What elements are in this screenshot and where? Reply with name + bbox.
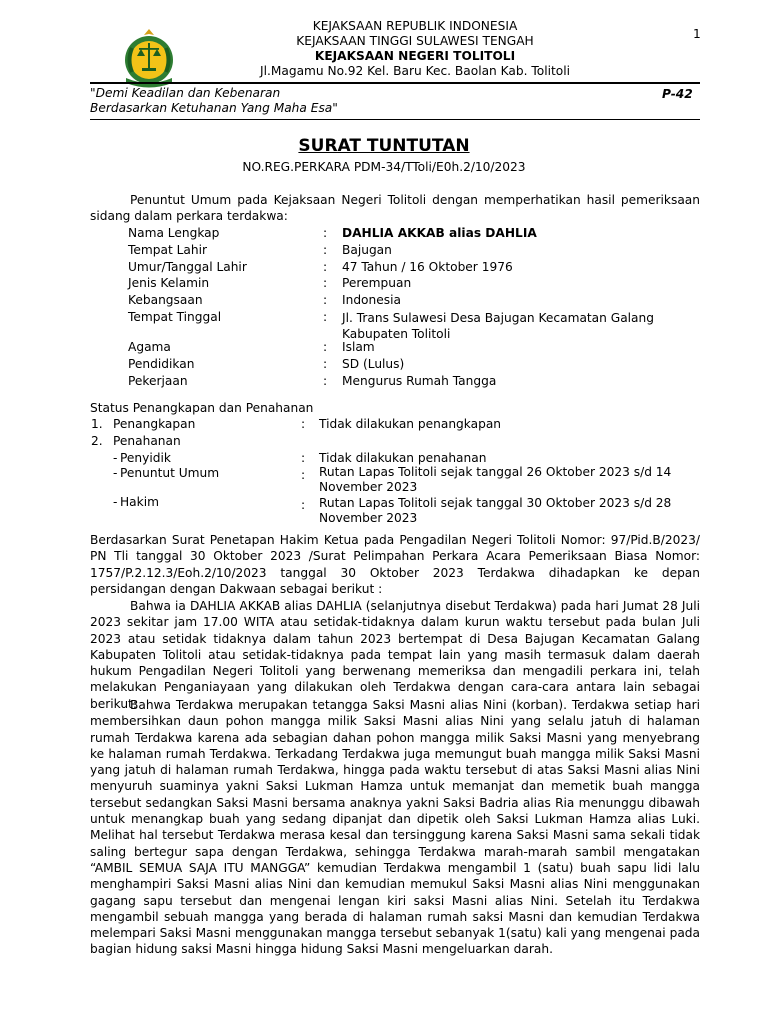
header-line-3: KEJAKSAAN NEGERI TOLITOLI xyxy=(314,49,516,63)
identity-row: Pekerjaan : Mengurus Rumah Tangga xyxy=(0,373,768,390)
charge-text: Bahwa ia DAHLIA AKKAB alias DAHLIA (selanjutnya disebut Terdakwa) pada hari Jumat 28 Juli 2023 sekitar jam 17.00 WITA atau setidak-tidaknya dalam kurun waktu tersebut pada bulan Juli 2023 atau setidak tidaknya dalam tahun 2023 bertempat di Desa Bajugan Kecamatan Galang Kabupaten Tolitoli atau setidak-tidaknya pada tempat lain yang masih termasuk dalam daerah hukum Pengadilan Negeri Tolitoli yang berwenang memeriksa dan mengadili perkara ini, telah melakukan Penganiayaan yang dilakukan oleh Terdakwa dengan cara-cara antara lain sebagai berikut: xyxy=(90,599,700,711)
identity-value: Indonesia xyxy=(342,293,401,307)
identity-row: Agama : Islam xyxy=(0,339,768,356)
status-sub-value: Tidak dilakukan penahanan xyxy=(319,451,487,465)
identity-row: Jenis Kelamin : Perempuan xyxy=(0,275,768,292)
form-code: P-42 xyxy=(662,87,693,101)
page-number: 1 xyxy=(693,27,701,41)
chronology-paragraph xyxy=(90,697,700,958)
identity-label: Nama Lengkap xyxy=(128,226,220,240)
identity-label: Jenis Kelamin xyxy=(128,276,210,290)
status-sub-label: Hakim xyxy=(120,495,159,509)
status-item: 1. Penangkapan : Tidak dilakukan penangkapan xyxy=(91,417,502,431)
header-rule xyxy=(90,82,700,84)
identity-row: Tempat Tinggal : Jl. Trans Sulawesi Desa Bajugan Kecamatan Galang Kabupaten Tolitoli xyxy=(0,309,768,326)
status-sub-label: Penuntut Umum xyxy=(120,466,220,480)
status-item-label: Penangkapan xyxy=(113,417,196,431)
identity-value: 47 Tahun / 16 Oktober 1976 xyxy=(342,260,513,274)
identity-label: Umur/Tanggal Lahir xyxy=(128,260,247,274)
identity-label: Pekerjaan xyxy=(128,374,188,388)
chronology-text: Bahwa Terdakwa merupakan tetangga Saksi Masni alias Nini (korban). Terdakwa setiap hari membersihkan daun pohon mangga milik Saksi Masni alias Nini yang selalu jatuh di halaman rumah Terdakwa karena ada sebagian dahan pohon mangga milik Saksi Masni yang menyebrang ke halaman rumah Terdakwa. Terkadang Terdakwa juga memungut buah mangga milik Saksi Masni yang jatuh di halaman rumah Terdakwa, hingga pada waktu tersebut di atas Saksi Masni alias Nini menyuruh suaminya yakni Saksi Lukman Hamza untuk memanjat dan memetik buah mangga tersebut sedangkan Saksi Masni bersama anaknya yakni Saksi Badria alias Ria menunggu dibawah untuk menangkap buah yang sedang dipanjat dan dipetik oleh Saksi Lukman Hamza alias Luki. Melihat hal tersebut Terdakwa merasa kesal dan tersinggung karena Saksi Masni sama sekali tidak saling bertegur sapa dengan Terdakwa, sehingga Terdakwa marah-marah sambil mengatakan “AMBIL SEMUA SAJA ITU MANGGA” kemudian Terdakwa mengambil 1 (satu) buah sapu lidi lalu menghampiri Saksi Masni alias Nini dan kemudian memukul Saksi Masni alias Nini menggunakan gagang sapu tersebut dan mengenai lengan kiri saksi Masni alias Nini. Setelah itu Terdakwa mengambil sebuah mangga yang berada di halaman rumah saksi Masni dan kemudian Terdakwa melempari Saksi Masni menggunakan mangga tersebut sebanyak 1(satu) kali yang mengenai pada bagian hidung saksi Masni hingga hidung Saksi Masni mengeluarkan darah. xyxy=(90,698,700,957)
status-item-value: Tidak dilakukan penangkapan xyxy=(319,417,502,431)
status-sub-value: Rutan Lapas Tolitoli sejak tanggal 26 Oktober 2023 s/d 14 November 2023 xyxy=(319,465,672,494)
status-sub-item: - Penuntut Umum : Rutan Lapas Tolitoli sejak tanggal 26 Oktober 2023 s/d 14 November 2023 xyxy=(0,465,768,482)
identity-label: Tempat Lahir xyxy=(128,243,207,257)
identity-value: Jl. Trans Sulawesi Desa Bajugan Kecamatan Galang Kabupaten Tolitoli xyxy=(342,311,654,341)
identity-label: Tempat Tinggal xyxy=(128,310,222,324)
identity-label: Kebangsaan xyxy=(128,293,203,307)
status-item-number: 2. xyxy=(91,434,103,448)
status-item-number: 1. xyxy=(91,417,103,431)
header-line-1: KEJAKSAAN REPUBLIK INDONESIA xyxy=(312,19,518,33)
identity-value: Islam xyxy=(342,340,375,354)
intro-paragraph xyxy=(90,192,700,225)
motto-line-1: "Demi Keadilan dan Kebenaran xyxy=(90,86,281,100)
registration-number: NO.REG.PERKARA PDM-34/TToli/E0h.2/10/2023 xyxy=(242,160,526,174)
identity-row: Kebangsaan : Indonesia xyxy=(0,292,768,309)
intro-text: Penuntut Umum pada Kejaksaan Negeri Tolitoli dengan memperhatikan hasil pemeriksaan sidang dalam perkara terdakwa: xyxy=(90,193,700,224)
motto-rule xyxy=(90,119,700,120)
identity-value: Mengurus Rumah Tangga xyxy=(342,374,497,388)
status-sub-label: Penyidik xyxy=(120,451,171,465)
status-sub-value: Rutan Lapas Tolitoli sejak tanggal 30 Oktober 2023 s/d 28 November 2023 xyxy=(319,496,672,525)
identity-label: Agama xyxy=(128,340,171,354)
kejaksaan-emblem-icon xyxy=(118,26,180,90)
identity-value: DAHLIA AKKAB alias DAHLIA xyxy=(342,226,537,240)
status-item-label: Penahanan xyxy=(113,434,181,448)
header-address: Jl.Magamu No.92 Kel. Baru Kec. Baolan Kab. Tolitoli xyxy=(260,64,570,78)
motto-line-2: Berdasarkan Ketuhanan Yang Maha Esa" xyxy=(90,101,338,115)
identity-value: SD (Lulus) xyxy=(342,357,405,371)
basis-text: Berdasarkan Surat Penetapan Hakim Ketua pada Pengadilan Negeri Tolitoli Nomor: 97/Pid.B/2023/ PN Tli tanggal 30 Oktober 2023 /Surat Pelimpahan Perkara Acara Pemeriksaan Biasa Nomor: 1757/P.2.12.3/Eoh.2/10/2023 tanggal 30 Oktober 2023 Terdakwa dihadapkan ke depan persidangan dengan Dakwaan sebagai berikut : xyxy=(90,533,700,596)
identity-value: Bajugan xyxy=(342,243,392,257)
status-sub-item: - Hakim : Rutan Lapas Tolitoli sejak tanggal 30 Oktober 2023 s/d 28 November 2023 xyxy=(0,494,768,511)
identity-row: Pendidikan : SD (Lulus) xyxy=(0,356,768,373)
status-sub-item: - Penyidik : Tidak dilakukan penahanan xyxy=(113,451,487,465)
identity-row: Nama Lengkap : DAHLIA AKKAB alias DAHLIA xyxy=(0,225,768,242)
identity-label: Pendidikan xyxy=(128,357,195,371)
page-title: SURAT TUNTUTAN xyxy=(298,136,470,156)
charge-paragraph xyxy=(90,598,700,712)
identity-value: Perempuan xyxy=(342,276,412,290)
header-line-2: KEJAKSAAN TINGGI SULAWESI TENGAH xyxy=(296,34,534,48)
identity-row: Tempat Lahir : Bajugan xyxy=(0,242,768,259)
identity-row: Umur/Tanggal Lahir : 47 Tahun / 16 Oktober 1976 xyxy=(0,259,768,276)
basis-paragraph xyxy=(90,532,700,597)
status-item xyxy=(0,433,768,450)
status-heading: Status Penangkapan dan Penahanan xyxy=(90,401,314,415)
